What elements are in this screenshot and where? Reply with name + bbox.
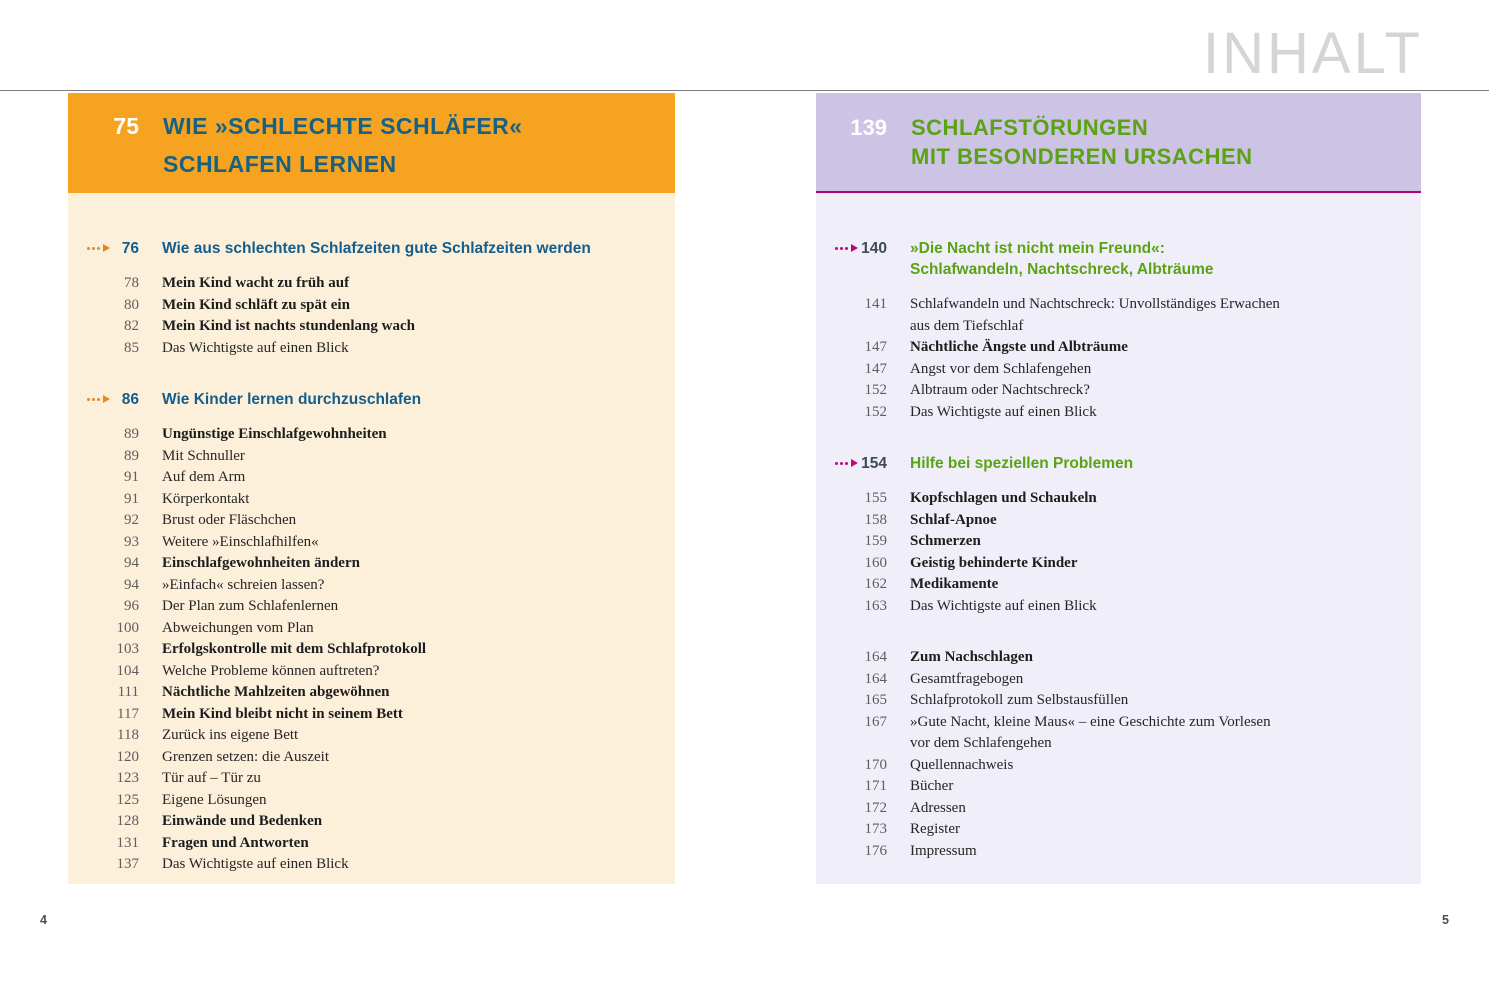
item-page-number: 103: [116, 641, 139, 657]
item-text: Register: [910, 821, 960, 837]
item-text: Albtraum oder Nachtschreck?: [910, 382, 1090, 398]
item-page-number: 82: [124, 318, 139, 334]
right-chapter-title-line2: MIT BESONDEREN URSACHEN: [911, 144, 1253, 169]
item-page-number: 152: [864, 382, 887, 398]
item-page-number: 96: [124, 598, 139, 614]
item-page-number: 167: [864, 713, 887, 730]
toc-item: [68, 704, 675, 726]
toc-item: [816, 669, 1421, 691]
item-text: Ungünstige Einschlafgewohnheiten: [162, 426, 387, 442]
item-text: Das Wichtigste auf einen Blick: [910, 597, 1097, 614]
toc-item: [68, 273, 675, 295]
toc-item: [68, 489, 675, 511]
toc-item: [68, 338, 675, 360]
item-page-number: 89: [124, 426, 139, 442]
item-text: Mit Schnuller: [162, 447, 245, 464]
item-text: Mein Kind wacht zu früh auf: [162, 275, 350, 291]
item-page-number: 100: [116, 619, 139, 636]
toc-item: [68, 682, 675, 704]
item-page-number: 78: [124, 275, 139, 291]
item-page-number: 159: [864, 533, 887, 549]
item-page-number: 92: [124, 512, 139, 528]
item-text: »Einfach« schreien lassen?: [162, 576, 325, 593]
toc-item: [816, 531, 1421, 553]
toc-item: [68, 639, 675, 661]
right-folio: 5: [1442, 913, 1449, 927]
item-text: Einschlafgewohnheiten ändern: [162, 555, 360, 571]
toc-item: [816, 574, 1421, 596]
toc-item: [816, 553, 1421, 575]
toc-item: [68, 295, 675, 317]
toc-item: [816, 402, 1421, 424]
item-text: Kopfschlagen und Schaukeln: [910, 490, 1097, 506]
item-text: Der Plan zum Schlafenlernen: [162, 598, 339, 614]
toc-item: [68, 316, 675, 338]
section-title: »Die Nacht ist nicht mein Freund«: Schlafwandeln, Nachtschreck, Albträume: [910, 240, 1214, 278]
item-page-number: 94: [124, 555, 139, 571]
item-text: Schlafprotokoll zum Selbstausfüllen: [910, 692, 1129, 708]
item-text: Abweichungen vom Plan: [162, 619, 314, 636]
item-text: Erfolgskontrolle mit dem Schlafprotokoll: [162, 641, 427, 657]
item-page-number: 104: [116, 662, 139, 679]
right-chapter-title: [911, 113, 1421, 171]
item-text: Medikamente: [910, 576, 999, 592]
item-page-number: 94: [124, 576, 139, 593]
item-text: Mein Kind schläft zu spät ein: [162, 296, 350, 313]
toc-item: [816, 294, 1421, 337]
item-text: Impressum: [910, 842, 977, 859]
toc-section: [816, 647, 1421, 862]
toc-item: [68, 725, 675, 747]
toc-section-heading: [68, 238, 675, 259]
item-text: Angst vor dem Schlafengehen: [910, 360, 1092, 377]
right-chapter-number: 139: [850, 115, 887, 140]
page-title: INHALT: [1203, 21, 1423, 86]
toc-item: [68, 790, 675, 812]
toc-section-heading: [68, 389, 675, 410]
toc-section-heading: [816, 238, 1421, 280]
left-chapter-title-line1: WIE »SCHLECHTE SCHLÄFER«: [163, 113, 523, 139]
item-text: Mein Kind bleibt nicht in seinem Bett: [162, 705, 403, 722]
item-page-number: 125: [116, 791, 139, 808]
item-page-number: 162: [864, 576, 887, 592]
toc-item: [816, 755, 1421, 777]
toc-item: [816, 596, 1421, 618]
item-page-number: 164: [864, 670, 887, 687]
section-number: 140: [861, 240, 887, 257]
item-page-number: 111: [117, 684, 139, 700]
toc-item: [68, 596, 675, 618]
item-page-number: 120: [116, 748, 139, 765]
item-text: Mein Kind ist nachts stundenlang wach: [162, 318, 415, 334]
item-text: Welche Probleme können auftreten?: [162, 662, 380, 679]
item-text: Schlafwandeln und Nachtschreck: Unvollständiges Erwachen aus dem Tiefschlaf: [910, 296, 1280, 334]
item-text: Einwände und Bedenken: [162, 813, 323, 829]
item-text: Adressen: [910, 799, 966, 816]
toc-item: [68, 854, 675, 876]
item-text: Das Wichtigste auf einen Blick: [162, 339, 349, 356]
item-page-number: 155: [864, 490, 887, 506]
item-page-number: 91: [124, 490, 139, 507]
toc-item: [816, 712, 1421, 755]
item-page-number: 117: [117, 705, 139, 722]
toc-item: [68, 661, 675, 683]
item-text: Das Wichtigste auf einen Blick: [162, 856, 349, 872]
item-text: Grenzen setzen: die Auszeit: [162, 748, 330, 765]
item-page-number: 85: [124, 339, 139, 356]
toc-item: [68, 768, 675, 790]
item-text: Fragen und Antworten: [162, 834, 309, 851]
item-page-number: 171: [864, 778, 887, 794]
item-text: Eigene Lösungen: [162, 791, 267, 808]
toc-section-heading: [816, 453, 1421, 474]
item-page-number: 160: [864, 554, 887, 571]
item-text: Körperkontakt: [162, 490, 250, 507]
toc-item: [68, 747, 675, 769]
left-page: [68, 93, 675, 884]
section-number: 76: [121, 240, 139, 257]
item-text: Weitere »Einschlafhilfen«: [162, 533, 319, 550]
left-chapter-title-line2: SCHLAFEN LERNEN: [163, 151, 397, 177]
item-page-number: 170: [864, 756, 887, 773]
item-text: Brust oder Fläschchen: [162, 512, 297, 528]
item-page-number: 152: [864, 403, 887, 420]
item-page-number: 176: [864, 842, 887, 859]
item-page-number: 165: [864, 692, 887, 708]
toc-item: [68, 833, 675, 855]
item-text: Auf dem Arm: [162, 469, 246, 485]
item-page-number: 172: [864, 799, 887, 816]
item-page-number: 128: [116, 813, 139, 829]
item-text: »Gute Nacht, kleine Maus« – eine Geschichte zum Vorlesen vor dem Schlafengehen: [910, 713, 1271, 751]
item-page-number: 147: [864, 360, 887, 377]
right-chapter-title-line1: SCHLAFSTÖRUNGEN: [911, 115, 1149, 140]
item-page-number: 91: [124, 469, 139, 485]
toc-section: [816, 453, 1421, 617]
item-page-number: 89: [124, 447, 139, 464]
toc-section: [68, 238, 675, 359]
toc-item: [816, 690, 1421, 712]
left-chapter-header: [68, 93, 675, 193]
toc-item: [816, 819, 1421, 841]
toc-item: [68, 532, 675, 554]
item-text: Quellennachweis: [910, 756, 1014, 773]
toc-item: [816, 359, 1421, 381]
item-page-number: 131: [116, 834, 139, 851]
item-text: Bücher: [910, 778, 954, 794]
section-title: Wie Kinder lernen durchzuschlafen: [162, 391, 422, 408]
toc-item: [68, 553, 675, 575]
left-chapter-title: [163, 107, 675, 183]
right-chapter-header: [816, 93, 1421, 193]
item-page-number: 137: [116, 856, 139, 872]
toc-item: [68, 575, 675, 597]
item-text: Tür auf – Tür zu: [162, 770, 261, 786]
item-text: Zum Nachschlagen: [910, 649, 1033, 665]
item-text: Nächtliche Mahlzeiten abgewöhnen: [162, 684, 390, 700]
item-text: Das Wichtigste auf einen Blick: [910, 403, 1097, 420]
toc-item: [816, 337, 1421, 359]
top-divider: [0, 90, 1489, 91]
toc-section: [816, 238, 1421, 423]
item-text: Nächtliche Ängste und Albträume: [910, 339, 1128, 355]
toc-item: [816, 798, 1421, 820]
toc-item: [68, 618, 675, 640]
item-text: Gesamtfragebogen: [910, 670, 1024, 687]
item-text: Geistig behinderte Kinder: [910, 554, 1078, 571]
toc-item: [816, 488, 1421, 510]
item-page-number: 123: [116, 770, 139, 786]
toc-item: [816, 647, 1421, 669]
toc-item: [68, 811, 675, 833]
section-title: Hilfe bei speziellen Problemen: [910, 455, 1134, 472]
item-page-number: 118: [117, 727, 139, 743]
section-number: 154: [861, 455, 887, 472]
toc-section: [68, 389, 675, 876]
item-text: Schmerzen: [910, 533, 981, 549]
left-toc-sections: [68, 193, 675, 884]
toc-item: [816, 776, 1421, 798]
right-page: [816, 93, 1421, 884]
item-text: Zurück ins eigene Bett: [162, 727, 299, 743]
left-folio: 4: [40, 913, 47, 927]
toc-item: [816, 510, 1421, 532]
toc-item: [68, 467, 675, 489]
toc-item: [68, 424, 675, 446]
section-title: Wie aus schlechten Schlafzeiten gute Schlafzeiten werden: [162, 240, 591, 257]
toc-item: [816, 841, 1421, 863]
item-page-number: 173: [864, 821, 887, 837]
item-page-number: 147: [864, 339, 887, 355]
section-number: 86: [121, 391, 139, 408]
item-text: Schlaf-Apnoe: [910, 511, 997, 528]
toc-item: [68, 510, 675, 532]
item-page-number: 141: [864, 296, 887, 312]
left-chapter-number: 75: [113, 113, 139, 139]
item-page-number: 80: [124, 296, 139, 313]
item-page-number: 158: [864, 511, 887, 528]
toc-item: [68, 446, 675, 468]
toc-item: [816, 380, 1421, 402]
right-toc-sections: [816, 193, 1421, 884]
item-page-number: 163: [864, 597, 887, 614]
item-page-number: 93: [124, 533, 139, 550]
item-page-number: 164: [864, 649, 887, 665]
